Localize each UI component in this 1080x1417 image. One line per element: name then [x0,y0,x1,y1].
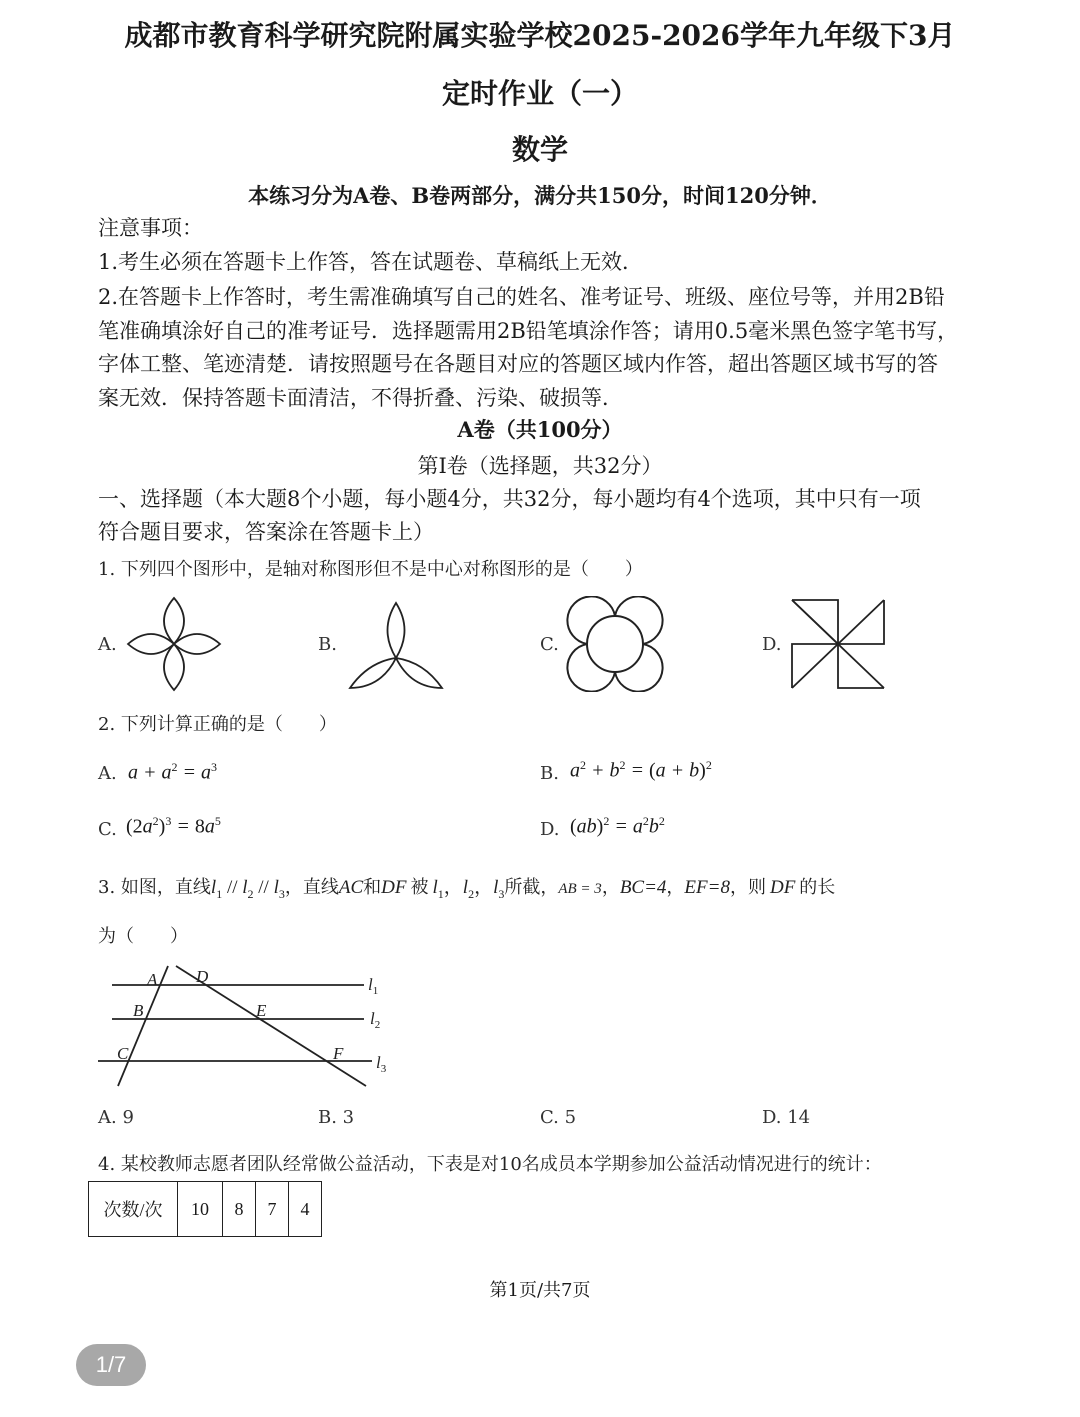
q3-stem-tail: 的长 [799,877,836,898]
notice-2-line2: 笔准确填涂好自己的准考证号．选择题需用2B铅笔填涂作答；请用0.5毫米黑色签字笔书写， [98,319,959,343]
q3-parallel-lines-figure [96,964,396,1094]
point-d-label: D [196,967,209,986]
q2-option-b-expr: $a^2 + b^2 = (a + b)^2$ [570,758,712,782]
q2-option-a-expr: $a + a^2 = a^3$ [128,760,217,784]
notice-header: 注意事项： [98,216,203,240]
three-petal-icon [346,600,446,692]
doc-title-line2: 定时作业（一） [441,77,638,110]
q2-option-d-expr: $(ab)^2 = a^2b^2$ [570,814,665,838]
page-indicator[interactable]: 1/7 [76,1344,146,1386]
page-footer: 第1页/共7页 [489,1280,591,1301]
doc-subject: 数学 [511,133,568,166]
q2-stem: 2. 下列计算正确的是（ ） [98,714,337,735]
table-cell: 10 [178,1182,223,1237]
q3-ask: DF [769,877,796,898]
q1-stem: 1. 下列四个图形中，是轴对称图形但不是中心对称图形的是（ ） [98,559,643,580]
notice-2-line1: 2.在答题卡上作答时，考生需准确填写自己的姓名、准考证号、班级、座位号等，并用2B铅 [98,285,945,309]
q3-option-a: A. 9 [98,1107,134,1128]
point-b-label: B [133,1001,144,1020]
q1-option-d-label: D. [762,634,782,655]
q2-option-a-label: A. [98,763,117,784]
q3-stem-prefix: 3. 如图，直线 [98,877,211,898]
table-cell: 4 [289,1182,322,1237]
q3-seg-ac: AC [338,877,364,898]
notice-1: 1.考生必须在答题卡上作答，答在试题卷、草稿纸上无效． [98,250,644,274]
q3-parallel-lines: $l_1 // l_2 // l_3$ [210,877,285,901]
pinwheel-icon [788,596,888,692]
part1-instr-line1: 一、选择题（本大题8个小题，每小题4分，共32分，每小题均有4个选项，其中只有一项 [98,487,921,511]
doc-title-line1: 成都市教育科学研究院附属实验学校2025-2026学年九年级下3月 [124,19,956,52]
line-l2-label: $l_2$ [370,1009,381,1031]
q3-and-word: 和 [363,877,382,898]
section-part1-heading: 第Ⅰ卷（选择题，共32分） [417,454,663,478]
q3-cond-ef: EF=8 [684,877,730,898]
notice-2-line4: 案无效．保持答题卡面清洁，不得折叠、污染、破损等． [98,386,623,410]
point-c-label: C [117,1044,129,1063]
four-leaf-icon [126,596,226,692]
notice-2-line3: 字体工整、笔迹清楚．请按照题号在各题目对应的答题区域内作答，超出答题区域书写的答 [98,352,938,376]
table-cell: 7 [256,1182,289,1237]
q3-stem: 3. 如图，直线 $l_1 // l_2 // l_3$ ，直线 AC 和 DF 被 $l_1$，$l_2$，$l_3$ 所截， AB = 3 ， BC=4 ， EF=8 ，则 DF 的长 [98,872,835,902]
table-row [89,1182,322,1237]
q3-stem-mid3: 所截， [504,877,559,898]
q3-seg-df: DF [381,877,407,898]
line-l3-label: $l_3$ [376,1053,387,1075]
q3-stem-mid1: ，直线 [284,877,339,898]
line-l1-label: $l_1$ [368,975,379,997]
table-cell: 8 [223,1182,256,1237]
q3-option-c: C. 5 [540,1107,577,1128]
q3-stem-line2: 为（ ） [98,926,188,947]
q3-cond-bc: BC=4 [619,877,667,898]
q4-stem: 4. 某校教师志愿者团队经常做公益活动，下表是对10名成员本学期参加公益活动情况进行的统计： [98,1154,882,1175]
q3-option-d: D. 14 [762,1107,811,1128]
q2-option-d-label: D. [540,819,560,840]
q1-option-b-label: B. [318,634,337,655]
q2-option-b-label: B. [540,763,559,784]
part1-instr-line2: 符合题目要求，答案涂在答题卡上） [98,520,434,544]
section-a-heading: A卷（共100分） [457,417,623,442]
q3-stem-end: ，则 [729,877,766,898]
point-a-label: A [147,970,158,989]
q4-stat-table [88,1181,322,1237]
q2-option-c-label: C. [98,819,117,840]
point-f-label: F [333,1044,344,1063]
q1-option-a-label: A. [98,634,117,655]
q2-option-c-expr: $(2a^2)^3 = 8a^5$ [126,814,221,838]
doc-intro: 本练习分为A卷、B卷两部分，满分共150分，时间120分钟． [248,183,832,208]
q1-option-c-label: C. [540,634,559,655]
four-circle-icon [564,596,666,692]
line-ac [118,966,168,1086]
q3-cond-ab: AB = 3 [558,881,602,897]
q3-option-b: B. 3 [318,1107,355,1128]
q3-cut-lines: $l_1$，$l_2$，$l_3$ [432,877,505,901]
table-header-cell: 次数/次 [89,1182,178,1237]
point-e-label: E [256,1001,267,1020]
q3-stem-mid2: 被 [410,877,429,898]
